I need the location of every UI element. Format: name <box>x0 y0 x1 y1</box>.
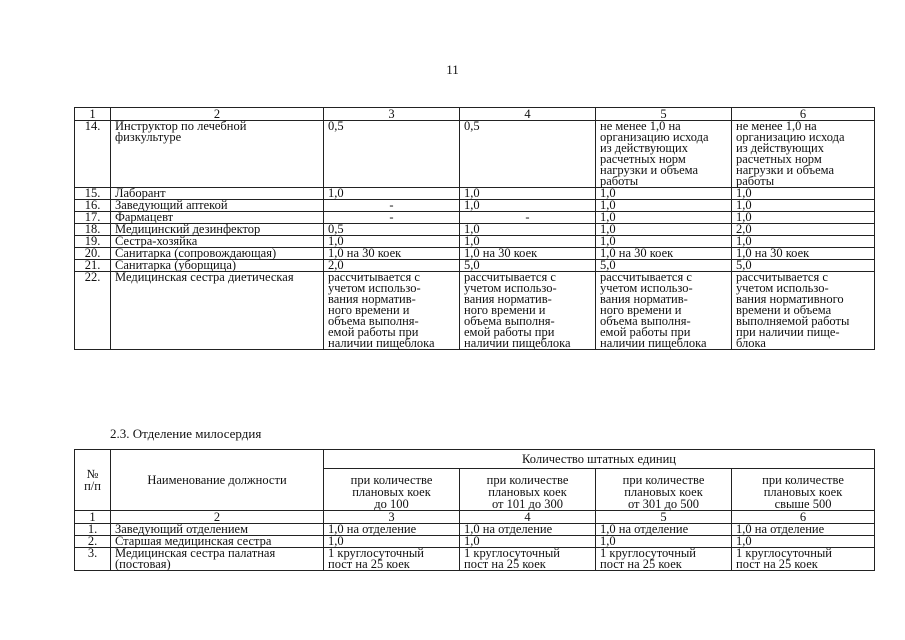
staff-units-cell: - <box>324 212 460 224</box>
row-number: 1. <box>75 524 111 536</box>
row-number: 14. <box>75 121 111 188</box>
page-number: 11 <box>446 62 459 77</box>
row-number: 18. <box>75 224 111 236</box>
staff-units-cell: 1 круглосуточный пост на 25 коек <box>732 548 875 571</box>
row-number: 16. <box>75 200 111 212</box>
position-name: Санитарка (сопровождающая) <box>111 248 324 260</box>
group-header: Количество штатных единиц <box>324 450 875 469</box>
position-name: Инструктор по лечебной физкультуре <box>111 121 324 188</box>
staff-units-cell: 2,0 <box>324 260 460 272</box>
header-row <box>75 450 875 469</box>
staff-units-cell: - <box>324 200 460 212</box>
table-row <box>75 121 875 188</box>
staff-units-cell: 1,0 <box>732 236 875 248</box>
column-index-cell: 3 <box>324 511 460 524</box>
staff-units-cell: 1,0 на 30 коек <box>460 248 596 260</box>
table-row <box>75 272 875 350</box>
staff-units-cell: 5,0 <box>460 260 596 272</box>
table-row <box>75 548 875 571</box>
staff-units-cell: 1,0 <box>596 212 732 224</box>
staff-units-cell: 1,0 <box>460 236 596 248</box>
staff-units-cell: 1,0 <box>732 212 875 224</box>
position-name: Старшая медицинская сестра <box>111 536 324 548</box>
staff-units-cell: 1 круглосуточный пост на 25 коек <box>460 548 596 571</box>
staff-units-cell: 1,0 на 30 коек <box>732 248 875 260</box>
staffing-table-continued <box>74 107 875 350</box>
column-index-cell: 6 <box>732 108 875 121</box>
staff-units-cell: - <box>460 212 596 224</box>
staff-units-cell: 1,0 <box>732 188 875 200</box>
row-number: 3. <box>75 548 111 571</box>
staff-units-cell: 1,0 <box>460 188 596 200</box>
bed-range-header: при количестве плановых коек свыше 500 <box>732 469 875 511</box>
position-name: Фармацевт <box>111 212 324 224</box>
staff-units-cell: 5,0 <box>732 260 875 272</box>
column-index-cell: 2 <box>111 108 324 121</box>
staff-units-cell: 1,0 <box>324 536 460 548</box>
position-name: Заведующий аптекой <box>111 200 324 212</box>
staff-units-cell: 1,0 на отделение <box>732 524 875 536</box>
staff-units-cell: 1,0 на 30 коек <box>596 248 732 260</box>
position-name: Лаборант <box>111 188 324 200</box>
mercy-department-table <box>74 449 875 571</box>
bed-range-header: при количестве плановых коек от 101 до 300 <box>460 469 596 511</box>
staff-units-cell: 1,0 <box>596 236 732 248</box>
staff-units-cell: рассчитывается с учетом использо- вания норматив- ного времени и объема выполня- емой работы при наличии пищеблока <box>324 272 460 350</box>
staff-units-cell: 1 круглосуточный пост на 25 коек <box>324 548 460 571</box>
staff-units-cell: 1,0 <box>732 200 875 212</box>
staff-units-cell: 5,0 <box>596 260 732 272</box>
column-index-cell: 6 <box>732 511 875 524</box>
column-index-cell: 4 <box>460 511 596 524</box>
bed-range-header: при количестве плановых коек до 100 <box>324 469 460 511</box>
position-name: Заведующий отделением <box>111 524 324 536</box>
position-name: Санитарка (уборщица) <box>111 260 324 272</box>
row-number: 20. <box>75 248 111 260</box>
staff-units-cell: 2,0 <box>732 224 875 236</box>
staff-units-cell: 0,5 <box>324 121 460 188</box>
col-number-header: № п/п <box>75 450 111 511</box>
section-title: 2.3. Отделение милосердия <box>110 426 262 441</box>
staff-units-cell: не менее 1,0 на организацию исхода из действующих расчетных норм нагрузки и объема работы <box>596 121 732 188</box>
staff-units-cell: 1,0 на 30 коек <box>324 248 460 260</box>
column-index-cell: 5 <box>596 108 732 121</box>
row-number: 19. <box>75 236 111 248</box>
column-index-cell: 2 <box>111 511 324 524</box>
position-name: Медицинский дезинфектор <box>111 224 324 236</box>
staff-units-cell: 1,0 на отделение <box>460 524 596 536</box>
staff-units-cell: 1 круглосуточный пост на 25 коек <box>596 548 732 571</box>
row-number: 21. <box>75 260 111 272</box>
staff-units-cell: 1,0 на отделение <box>596 524 732 536</box>
position-name: Медицинская сестра палатная (постовая) <box>111 548 324 571</box>
column-index-cell: 1 <box>75 511 111 524</box>
staff-units-cell: 1,0 <box>324 188 460 200</box>
staff-units-cell: не менее 1,0 на организацию исхода из действующих расчетных норм нагрузки и объема работы <box>732 121 875 188</box>
position-name: Медицинская сестра диетическая <box>111 272 324 350</box>
row-number: 22. <box>75 272 111 350</box>
staff-units-cell: 1,0 <box>460 536 596 548</box>
staff-units-cell: 1,0 <box>596 536 732 548</box>
staff-units-cell: рассчитывается с учетом использо- вания норматив- ного времени и объема выполня- емой работы при наличии пищеблока <box>460 272 596 350</box>
column-index-cell: 4 <box>460 108 596 121</box>
staff-units-cell: 1,0 <box>732 536 875 548</box>
staff-units-cell: рассчитывается с учетом использо- вания нормативного времени и объема выполняемой работы при наличии пище- блока <box>732 272 875 350</box>
column-index-cell: 5 <box>596 511 732 524</box>
row-number: 2. <box>75 536 111 548</box>
position-name: Сестра-хозяйка <box>111 236 324 248</box>
staff-units-cell: 1,0 на отделение <box>324 524 460 536</box>
row-number: 15. <box>75 188 111 200</box>
row-number: 17. <box>75 212 111 224</box>
bed-range-header: при количестве плановых коек от 301 до 500 <box>596 469 732 511</box>
staff-units-cell: 1,0 <box>596 224 732 236</box>
staff-units-cell: 0,5 <box>324 224 460 236</box>
staff-units-cell: рассчитывается с учетом использо- вания норматив- ного времени и объема выполня- емой работы при наличии пищеблока <box>596 272 732 350</box>
column-index-cell: 1 <box>75 108 111 121</box>
staff-units-cell: 1,0 <box>596 200 732 212</box>
table-row <box>75 200 875 212</box>
staff-units-cell: 1,0 <box>596 188 732 200</box>
staff-units-cell: 1,0 <box>460 200 596 212</box>
staff-units-cell: 1,0 <box>324 236 460 248</box>
column-index-cell: 3 <box>324 108 460 121</box>
staff-units-cell: 1,0 <box>460 224 596 236</box>
col-name-header: Наименование должности <box>111 450 324 511</box>
staff-units-cell: 0,5 <box>460 121 596 188</box>
